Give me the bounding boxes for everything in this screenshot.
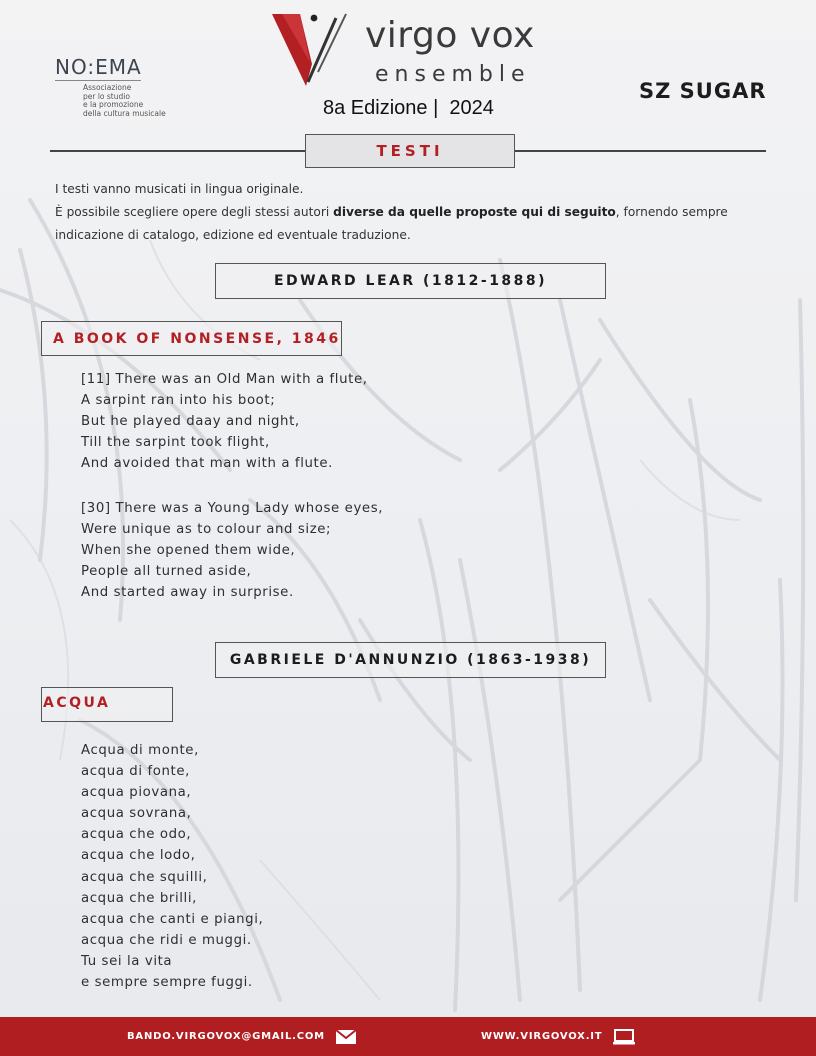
work-heading-book-of-nonsense: A BOOK OF NONSENSE, 1846 bbox=[41, 321, 342, 356]
poem-line: acqua di fonte, bbox=[81, 764, 190, 780]
noema-tagline-line: Associazione bbox=[83, 83, 132, 92]
poem-line: And avoided that man with a flute. bbox=[81, 456, 333, 472]
poem-line: But he played daay and night, bbox=[81, 414, 300, 430]
sponsor-logo: SZ SUGAR bbox=[639, 79, 767, 103]
poem-line: A sarpint ran into his boot; bbox=[81, 393, 276, 409]
poem-line: acqua che odo, bbox=[81, 827, 192, 843]
intro-line: indicazione di catalogo, edizione ed eventuale traduzione. bbox=[55, 228, 411, 242]
noema-logo-tagline bbox=[55, 84, 185, 118]
poem-line: acqua che brilli, bbox=[81, 890, 197, 906]
work-heading-acqua: ACQUA bbox=[41, 687, 173, 722]
intro-line: I testi vanno musicati in lingua originale. bbox=[55, 182, 304, 196]
poem-line: And started away in surprise. bbox=[81, 585, 294, 601]
author-heading-lear: EDWARD LEAR (1812-1888) bbox=[215, 263, 606, 299]
poem-line: Were unique as to colour and size; bbox=[81, 522, 332, 538]
brand-subtitle: ensemble bbox=[375, 62, 531, 87]
noema-logo-name: NO:EMA bbox=[55, 55, 142, 79]
poem-line: [30] There was a Young Lady whose eyes, bbox=[81, 501, 384, 516]
poem-line: acqua che canti e piangi, bbox=[81, 911, 264, 927]
section-title: TESTI bbox=[305, 134, 515, 168]
title-rule-right bbox=[515, 150, 766, 152]
intro-text-part: È possibile scegliere opere degli stessi autori bbox=[55, 205, 334, 219]
poem-limerick-30 bbox=[81, 498, 383, 603]
poem-line: When she opened them wide, bbox=[81, 543, 296, 559]
noema-tagline-line: e la promozione bbox=[83, 100, 144, 109]
poem-line: acqua che squilli, bbox=[81, 869, 208, 885]
poem-line: acqua sovrana, bbox=[81, 806, 192, 822]
poem-line: acqua piovana, bbox=[81, 785, 192, 801]
poem-limerick-11 bbox=[81, 369, 368, 474]
virgo-vox-logo-mark bbox=[270, 12, 352, 88]
intro-line bbox=[55, 201, 728, 224]
poem-line: acqua che ridi e muggi. bbox=[81, 932, 252, 948]
footer-website-link[interactable] bbox=[481, 1017, 636, 1056]
poem-line: Tu sei la vita bbox=[81, 953, 173, 969]
noema-tagline-line: per lo studio bbox=[83, 91, 130, 101]
poem-line: e sempre sempre fuggi. bbox=[81, 975, 253, 991]
footer-email-link[interactable] bbox=[127, 1017, 357, 1056]
footer-bar bbox=[0, 1017, 816, 1056]
author-heading-dannunzio: GABRIELE D'ANNUNZIO (1863-1938) bbox=[215, 642, 606, 678]
laptop-icon bbox=[612, 1028, 636, 1046]
footer-website[interactable]: WWW.VIRGOVOX.IT bbox=[481, 1031, 603, 1042]
intro-text bbox=[55, 178, 728, 247]
poem-line: Acqua di monte, bbox=[81, 743, 199, 758]
poem-line: acqua che lodo, bbox=[81, 848, 196, 864]
intro-text-part: , fornendo sempre bbox=[615, 205, 728, 219]
poem-line: People all turned aside, bbox=[81, 564, 252, 580]
poem-line: [11] There was an Old Man with a flute, bbox=[81, 372, 368, 387]
envelope-icon bbox=[335, 1029, 357, 1045]
footer-email[interactable]: BANDO.VIRGOVOX@GMAIL.COM bbox=[127, 1031, 325, 1042]
intro-text-emphasis: diverse da quelle proposte qui di seguito bbox=[333, 205, 616, 219]
noema-tagline-line: della cultura musicale bbox=[83, 108, 166, 118]
edition-label: 8a Edizione | 2024 bbox=[323, 97, 494, 119]
title-rule-left bbox=[50, 150, 306, 152]
poem-line: Till the sarpint took flight, bbox=[81, 435, 270, 451]
brand-title: virgo vox bbox=[365, 15, 535, 56]
poem-acqua bbox=[81, 740, 263, 993]
noema-logo bbox=[55, 56, 185, 118]
